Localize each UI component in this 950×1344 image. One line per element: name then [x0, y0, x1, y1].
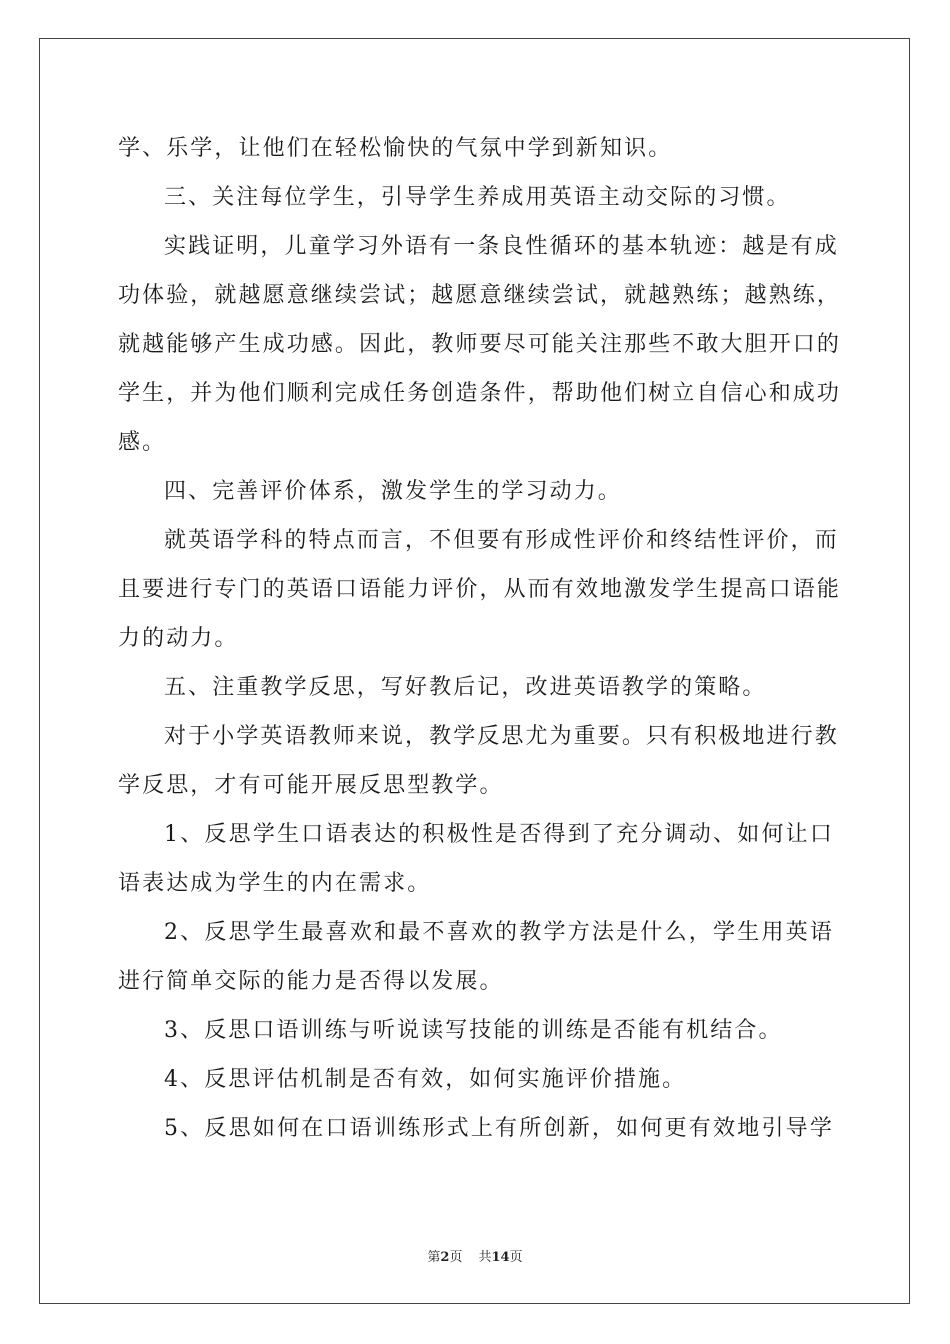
page-number: 2 — [440, 1250, 450, 1265]
list-item: 1、反思学生口语表达的积极性是否得到了充分调动、如何让口 — [164, 822, 834, 847]
section-heading: 五、注重教学反思，写好教后记，改进英语教学的策略。 — [164, 675, 767, 700]
page-suffix: 页 — [449, 1250, 463, 1265]
text-line: 感。 — [118, 430, 167, 455]
text-line: 学生，并为他们顺利完成任务创造条件，帮助他们树立自信心和成功 — [118, 381, 842, 406]
document-body — [118, 124, 842, 1153]
text-line: 学、乐学，让他们在轻松愉快的气氛中学到新知识。 — [118, 136, 673, 161]
list-item: 2、反思学生最喜欢和最不喜欢的教学方法是什么，学生用英语 — [164, 920, 834, 945]
page-prefix: 第 — [427, 1250, 441, 1265]
text-line: 语表达成为学生的内在需求。 — [118, 871, 432, 896]
text-line: 学反思，才有可能开展反思型教学。 — [118, 773, 504, 798]
total-prefix: 共 — [478, 1250, 492, 1265]
total-suffix: 页 — [509, 1250, 523, 1265]
text-line: 对于小学英语教师来说，教学反思尤为重要。只有积极地进行教 — [164, 724, 839, 749]
total-pages: 14 — [491, 1250, 510, 1265]
text-line: 就越能够产生成功感。因此，教师要尽可能关注那些不敢大胆开口的 — [118, 332, 842, 357]
text-line: 进行简单交际的能力是否得以发展。 — [118, 969, 504, 994]
list-item: 4、反思评估机制是否有效，如何实施评价措施。 — [164, 1067, 687, 1092]
section-heading: 三、关注每位学生，引导学生养成用英语主动交际的习惯。 — [164, 185, 791, 210]
text-line: 且要进行专门的英语口语能力评价，从而有效地激发学生提高口语能 — [118, 577, 842, 602]
text-line: 功体验，就越愿意继续尝试；越愿意继续尝试，就越熟练；越熟练， — [118, 283, 842, 308]
section-heading: 四、完善评价体系，激发学生的学习动力。 — [164, 479, 622, 504]
page-footer — [0, 1246, 950, 1265]
text-line: 实践证明，儿童学习外语有一条良性循环的基本轨迹：越是有成 — [164, 234, 839, 259]
text-line: 力的动力。 — [118, 626, 239, 651]
text-line: 就英语学科的特点而言，不但要有形成性评价和终结性评价，而 — [164, 528, 839, 553]
list-item: 3、反思口语训练与听说读写技能的训练是否能有机结合。 — [164, 1018, 783, 1043]
list-item: 5、反思如何在口语训练形式上有所创新，如何更有效地引导学 — [164, 1116, 834, 1141]
